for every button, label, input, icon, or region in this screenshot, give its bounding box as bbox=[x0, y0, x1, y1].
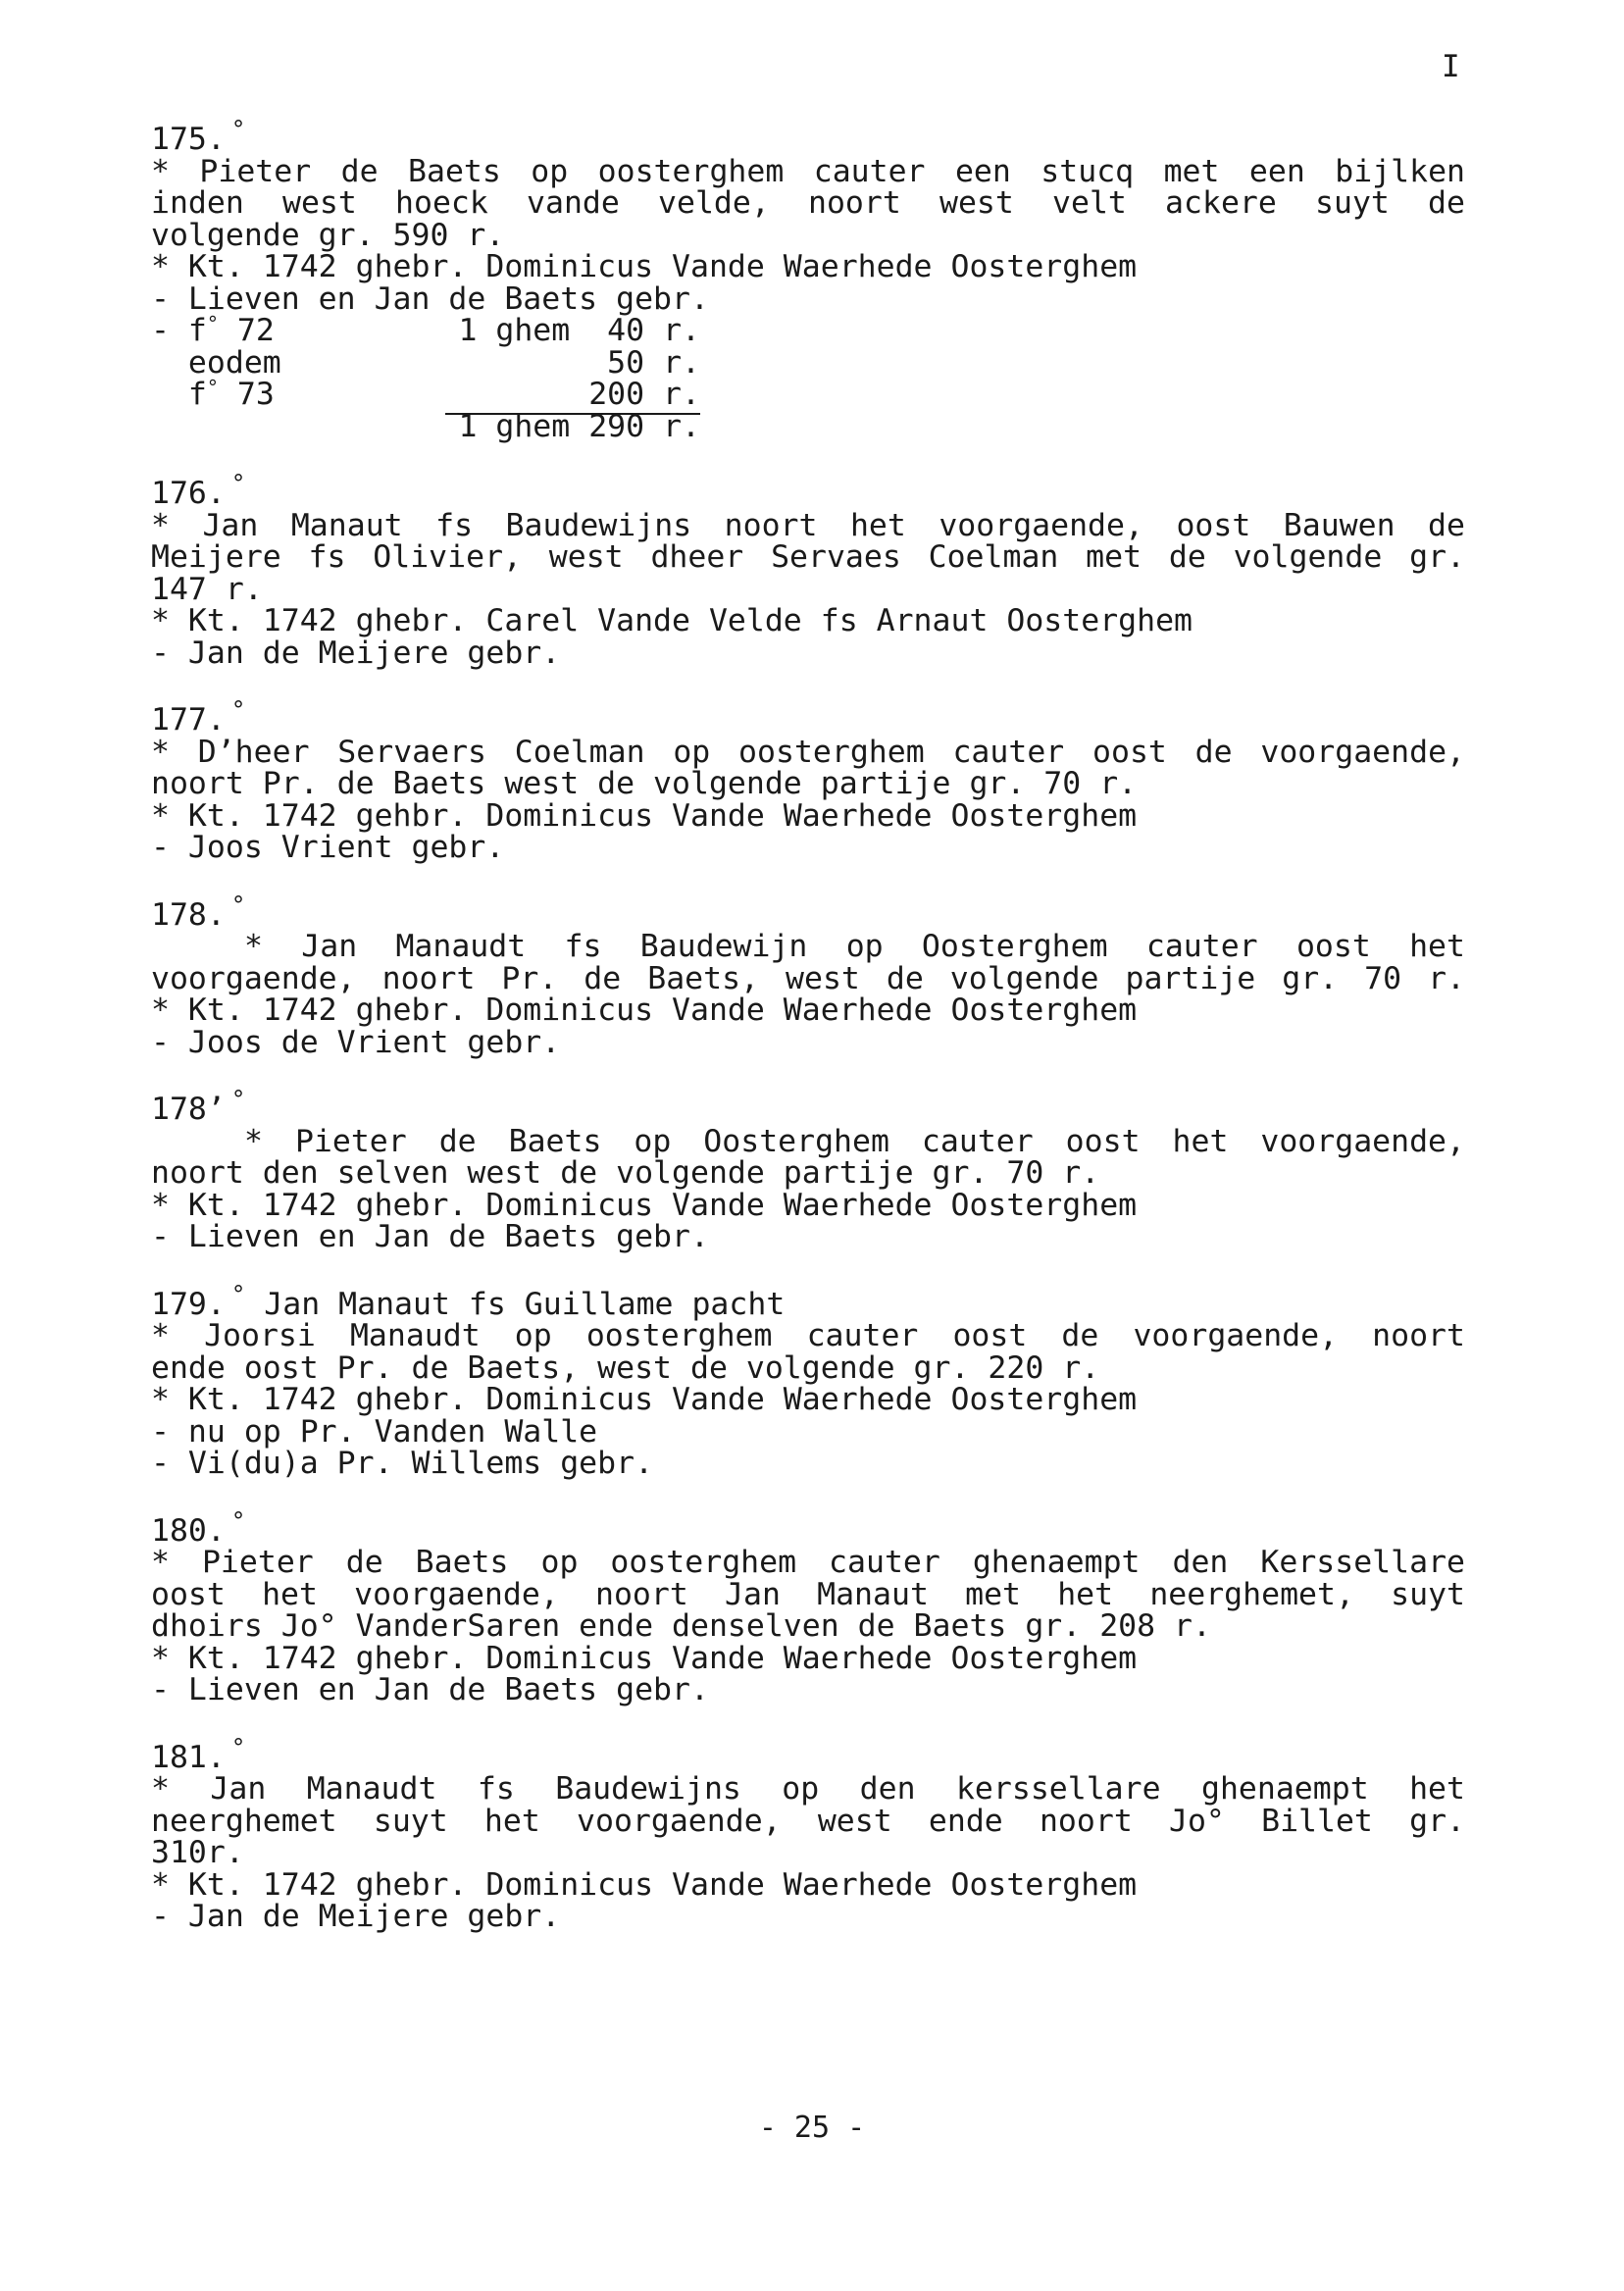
entry-line: noort den selven west de volgende partije gr. 70 r. bbox=[151, 1155, 1100, 1191]
entry-line: Meijere fs Olivier, west dheer Servaes Coelman met de volgende gr. bbox=[151, 539, 1465, 575]
entry-line: * Joorsi Manaudt op oosterghem cauter oost de voorgaende, noort bbox=[151, 1318, 1465, 1353]
entry-178 bbox=[151, 891, 1465, 1060]
degree-mark: ° bbox=[230, 1733, 246, 1761]
entry-number: 179. ° Jan Manaut fs Guillame pacht bbox=[151, 1280, 786, 1322]
entry-line: inden west hoeck vande velde, noort west velt ackere suyt de bbox=[151, 185, 1465, 221]
entry-line: 147 r. bbox=[151, 571, 263, 607]
entry-175 bbox=[151, 116, 1465, 444]
entry-line: * Jan Manaut fs Baudewijns noort het voorgaende, oost Bauwen de bbox=[151, 507, 1465, 543]
entry-number: 176. ° bbox=[151, 470, 246, 511]
entry-line: dhoirs Jo° VanderSaren ende denselven de Baets gr. 208 r. bbox=[151, 1608, 1211, 1644]
entry-line: * Kt. 1742 ghebr. Dominicus Vande Waerhede Oosterghem bbox=[151, 1866, 1138, 1903]
entry-number-note: Jan Manaut fs Guillame pacht bbox=[264, 1286, 786, 1322]
entry-180 bbox=[151, 1506, 1465, 1707]
entry-line: - Joos de Vrient gebr. bbox=[151, 1024, 561, 1060]
entry-number: 175. ° bbox=[151, 116, 246, 157]
entry-line: voorgaende, noort Pr. de Baets, west de volgende partije gr. 70 r. bbox=[151, 960, 1465, 996]
entry-line: * Kt. 1742 ghebr. Dominicus Vande Waerhede Oosterghem bbox=[151, 1187, 1138, 1223]
degree-mark: ° bbox=[230, 116, 246, 143]
entry-181 bbox=[151, 1733, 1465, 1934]
entry-line: * Kt. 1742 ghebr. Carel Vande Velde fs Arnaut Oosterghem bbox=[151, 603, 1193, 638]
entry-line: - Lieven en Jan de Baets gebr. bbox=[151, 1219, 709, 1254]
page-number: - 25 - bbox=[758, 2111, 866, 2145]
folio-row-1-value: 1 ghem 40 r. bbox=[458, 313, 700, 348]
entry-line: ende oost Pr. de Baets, west de volgende gr. 220 r. bbox=[151, 1349, 1100, 1386]
entry-line: * Kt. 1742 ghebr. Dominicus Vande Waerhede Oosterghem bbox=[151, 993, 1138, 1028]
entry-line: * Kt. 1742 ghebr. Dominicus Vande Waerhede Oosterghem bbox=[151, 249, 1138, 284]
entry-number: 177. ° bbox=[151, 696, 246, 738]
degree-mark: ° bbox=[230, 1506, 246, 1535]
entry-line: neerghemet suyt het voorgaende, west ende noort Jo° Billet gr. bbox=[151, 1803, 1465, 1839]
entry-179 bbox=[151, 1280, 1465, 1481]
folio-row-2-value: 50 r. bbox=[607, 344, 700, 381]
folio-row-1-label: - f° 72 bbox=[151, 312, 275, 348]
entry-line: - Lieven en Jan de Baets gebr. bbox=[151, 1672, 709, 1707]
entry-line: * Kt. 1742 ghebr. Dominicus Vande Waerhede Oosterghem bbox=[151, 1640, 1138, 1676]
entry-line: - Vi(du)a Pr. Willems gebr. bbox=[151, 1446, 654, 1481]
entry-number: 178. ° bbox=[151, 891, 246, 933]
entry-line: - Lieven en Jan de Baets gebr. bbox=[151, 280, 709, 317]
entry-178-prime bbox=[151, 1086, 1465, 1254]
entry-line: - Jan de Meijere gebr. bbox=[151, 1899, 561, 1934]
entry-line: * Kt. 1742 ghebr. Dominicus Vande Waerhede Oosterghem bbox=[151, 1382, 1138, 1417]
degree-mark: ° bbox=[230, 1280, 246, 1308]
folio-row-2-label: eodem bbox=[151, 344, 281, 381]
degree-mark: ° bbox=[230, 891, 246, 919]
degree-mark: ° bbox=[230, 696, 246, 724]
entry-number: 181. ° bbox=[151, 1733, 246, 1775]
folio-row-3-value: 200 r. bbox=[588, 377, 700, 412]
entry-176 bbox=[151, 470, 1465, 671]
entry-line: * Pieter de Baets op oosterghem cauter een stucq met een bijlken bbox=[151, 153, 1465, 189]
entry-line: * Pieter de Baets op oosterghem cauter ghenaempt den Kerssellare bbox=[151, 1545, 1465, 1580]
entry-line: * Kt. 1742 gehbr. Dominicus Vande Waerhede Oosterghem bbox=[151, 797, 1138, 834]
folio-row-3-label: f° 73 bbox=[151, 376, 275, 412]
entry-line: * D’heer Servaers Coelman op oosterghem cauter oost de voorgaende, bbox=[151, 734, 1465, 770]
degree-mark: ° bbox=[230, 470, 246, 497]
entry-line: volgende gr. 590 r. bbox=[151, 217, 505, 253]
folio-table bbox=[151, 312, 1465, 444]
entry-line: * Jan Manaudt fs Baudewijns op den kerssellare ghenaempt het bbox=[151, 1771, 1465, 1807]
entry-number: 180. ° bbox=[151, 1506, 246, 1549]
entry-line: 310r. bbox=[151, 1835, 244, 1870]
entry-line: - Jan de Meijere gebr. bbox=[151, 635, 561, 671]
degree-mark: ° bbox=[230, 1086, 246, 1113]
entry-line: noort Pr. de Baets west de volgende partije gr. 70 r. bbox=[151, 766, 1138, 801]
entry-number: 178’ ° bbox=[151, 1086, 246, 1127]
entry-line: * Jan Manaudt fs Baudewijn op Oosterghem cauter oost het bbox=[244, 929, 1465, 964]
entry-177 bbox=[151, 696, 1465, 865]
corner-mark: I bbox=[1442, 49, 1460, 84]
entries-list bbox=[151, 116, 1465, 1968]
entry-line: * Pieter de Baets op Oosterghem cauter oost het voorgaende, bbox=[244, 1123, 1465, 1159]
entry-line: - nu op Pr. Vanden Walle bbox=[151, 1413, 598, 1450]
folio-total: 1 ghem 290 r. bbox=[458, 409, 700, 444]
entry-line: oost het voorgaende, noort Jan Manaut met het neerghemet, suyt bbox=[151, 1576, 1465, 1612]
entry-line: - Joos Vrient gebr. bbox=[151, 830, 505, 865]
